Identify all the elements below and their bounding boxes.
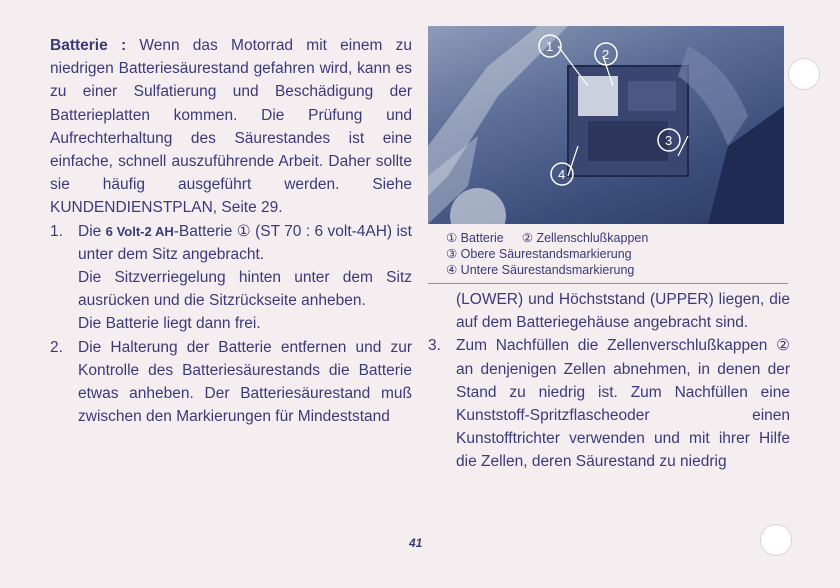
left-column	[50, 34, 412, 428]
caption-item-3: ③ Obere Säurestandsmarkierung	[446, 247, 632, 261]
right-column	[428, 288, 790, 474]
step-2	[50, 336, 412, 429]
caption-item-1: ① Batterie	[446, 231, 504, 245]
step1-pre: Die	[78, 222, 106, 240]
step1-paragraph-2: Die Sitzverriegelung hinten unter dem Sitz ausrücken und die Sitzrückseite anheben.	[78, 269, 412, 310]
step-1	[50, 220, 412, 336]
battery-photo	[428, 26, 784, 224]
caption-item-4: ④ Untere Säurestandsmarkierung	[446, 263, 635, 277]
caption-divider	[428, 283, 788, 284]
step-number: 3.	[428, 337, 441, 355]
step1-paragraph-3: Die Batterie liegt dann frei.	[78, 315, 261, 333]
caption-item-2: ② Zellenschlußkappen	[521, 231, 649, 245]
step-number: 1.	[50, 222, 63, 240]
step1-battery-spec: 6 Volt-2 AH	[105, 223, 174, 239]
photo-caption	[446, 230, 776, 278]
binder-hole-top	[788, 58, 820, 90]
step2-text: Die Halterung der Batterie entfernen und zur Kontrolle des Batteriesäurestands die Batterie etwas anheben. Der Batteriesäurestand muß zwischen den Markierungen für Mindeststand	[78, 338, 412, 426]
callout-2: 2	[602, 47, 610, 62]
step2-continuation: (LOWER) und Höchststand (UPPER) liegen, die auf dem Batteriegehäuse angebracht sind.	[456, 291, 790, 332]
step-3	[428, 334, 790, 473]
callout-3: 3	[665, 133, 673, 148]
binder-hole-bottom	[760, 524, 792, 556]
steps-list-left	[50, 220, 412, 429]
steps-list-right	[428, 334, 790, 473]
step3-text: Zum Nachfüllen die Zellenverschlußkappen ② an denjenigen Zellen abnehmen, in denen der Stand zu niedrig ist. Zum Nachfüllen eine Kunststoff-Spritzflascheoder einen Kunstofftrichter verwenden und mit ihrer Hilfe die Zellen, deren Säurestand zu niedrig	[456, 337, 790, 471]
step-number: 2.	[50, 338, 63, 356]
intro-text: Wenn das Motorrad mit einem zu niedrigen Batteriesäurestand gefahren wird, kann es zu einer Sulfatierung und Beschädigung der Batterieplatten kommen. Die Prüfung und Aufrechterhaltung des Säurestandes ist eine einfache, schnell auszuführende Arbeit. Daher sollte sie häufig ausgeführt werden. Siehe KUNDENDIENSTPLAN, Seite 29.	[50, 37, 413, 217]
battery-photo-illustration	[428, 26, 784, 224]
intro-paragraph	[50, 34, 412, 220]
step1-post: -Batterie ① (ST 70 : 6 volt-4AH) ist unter dem Sitz angebracht.	[78, 222, 412, 263]
callout-1: 1	[546, 39, 554, 54]
callout-4: 4	[558, 167, 566, 182]
page-number: 41	[409, 536, 423, 550]
intro-label: Batterie :	[50, 37, 127, 54]
